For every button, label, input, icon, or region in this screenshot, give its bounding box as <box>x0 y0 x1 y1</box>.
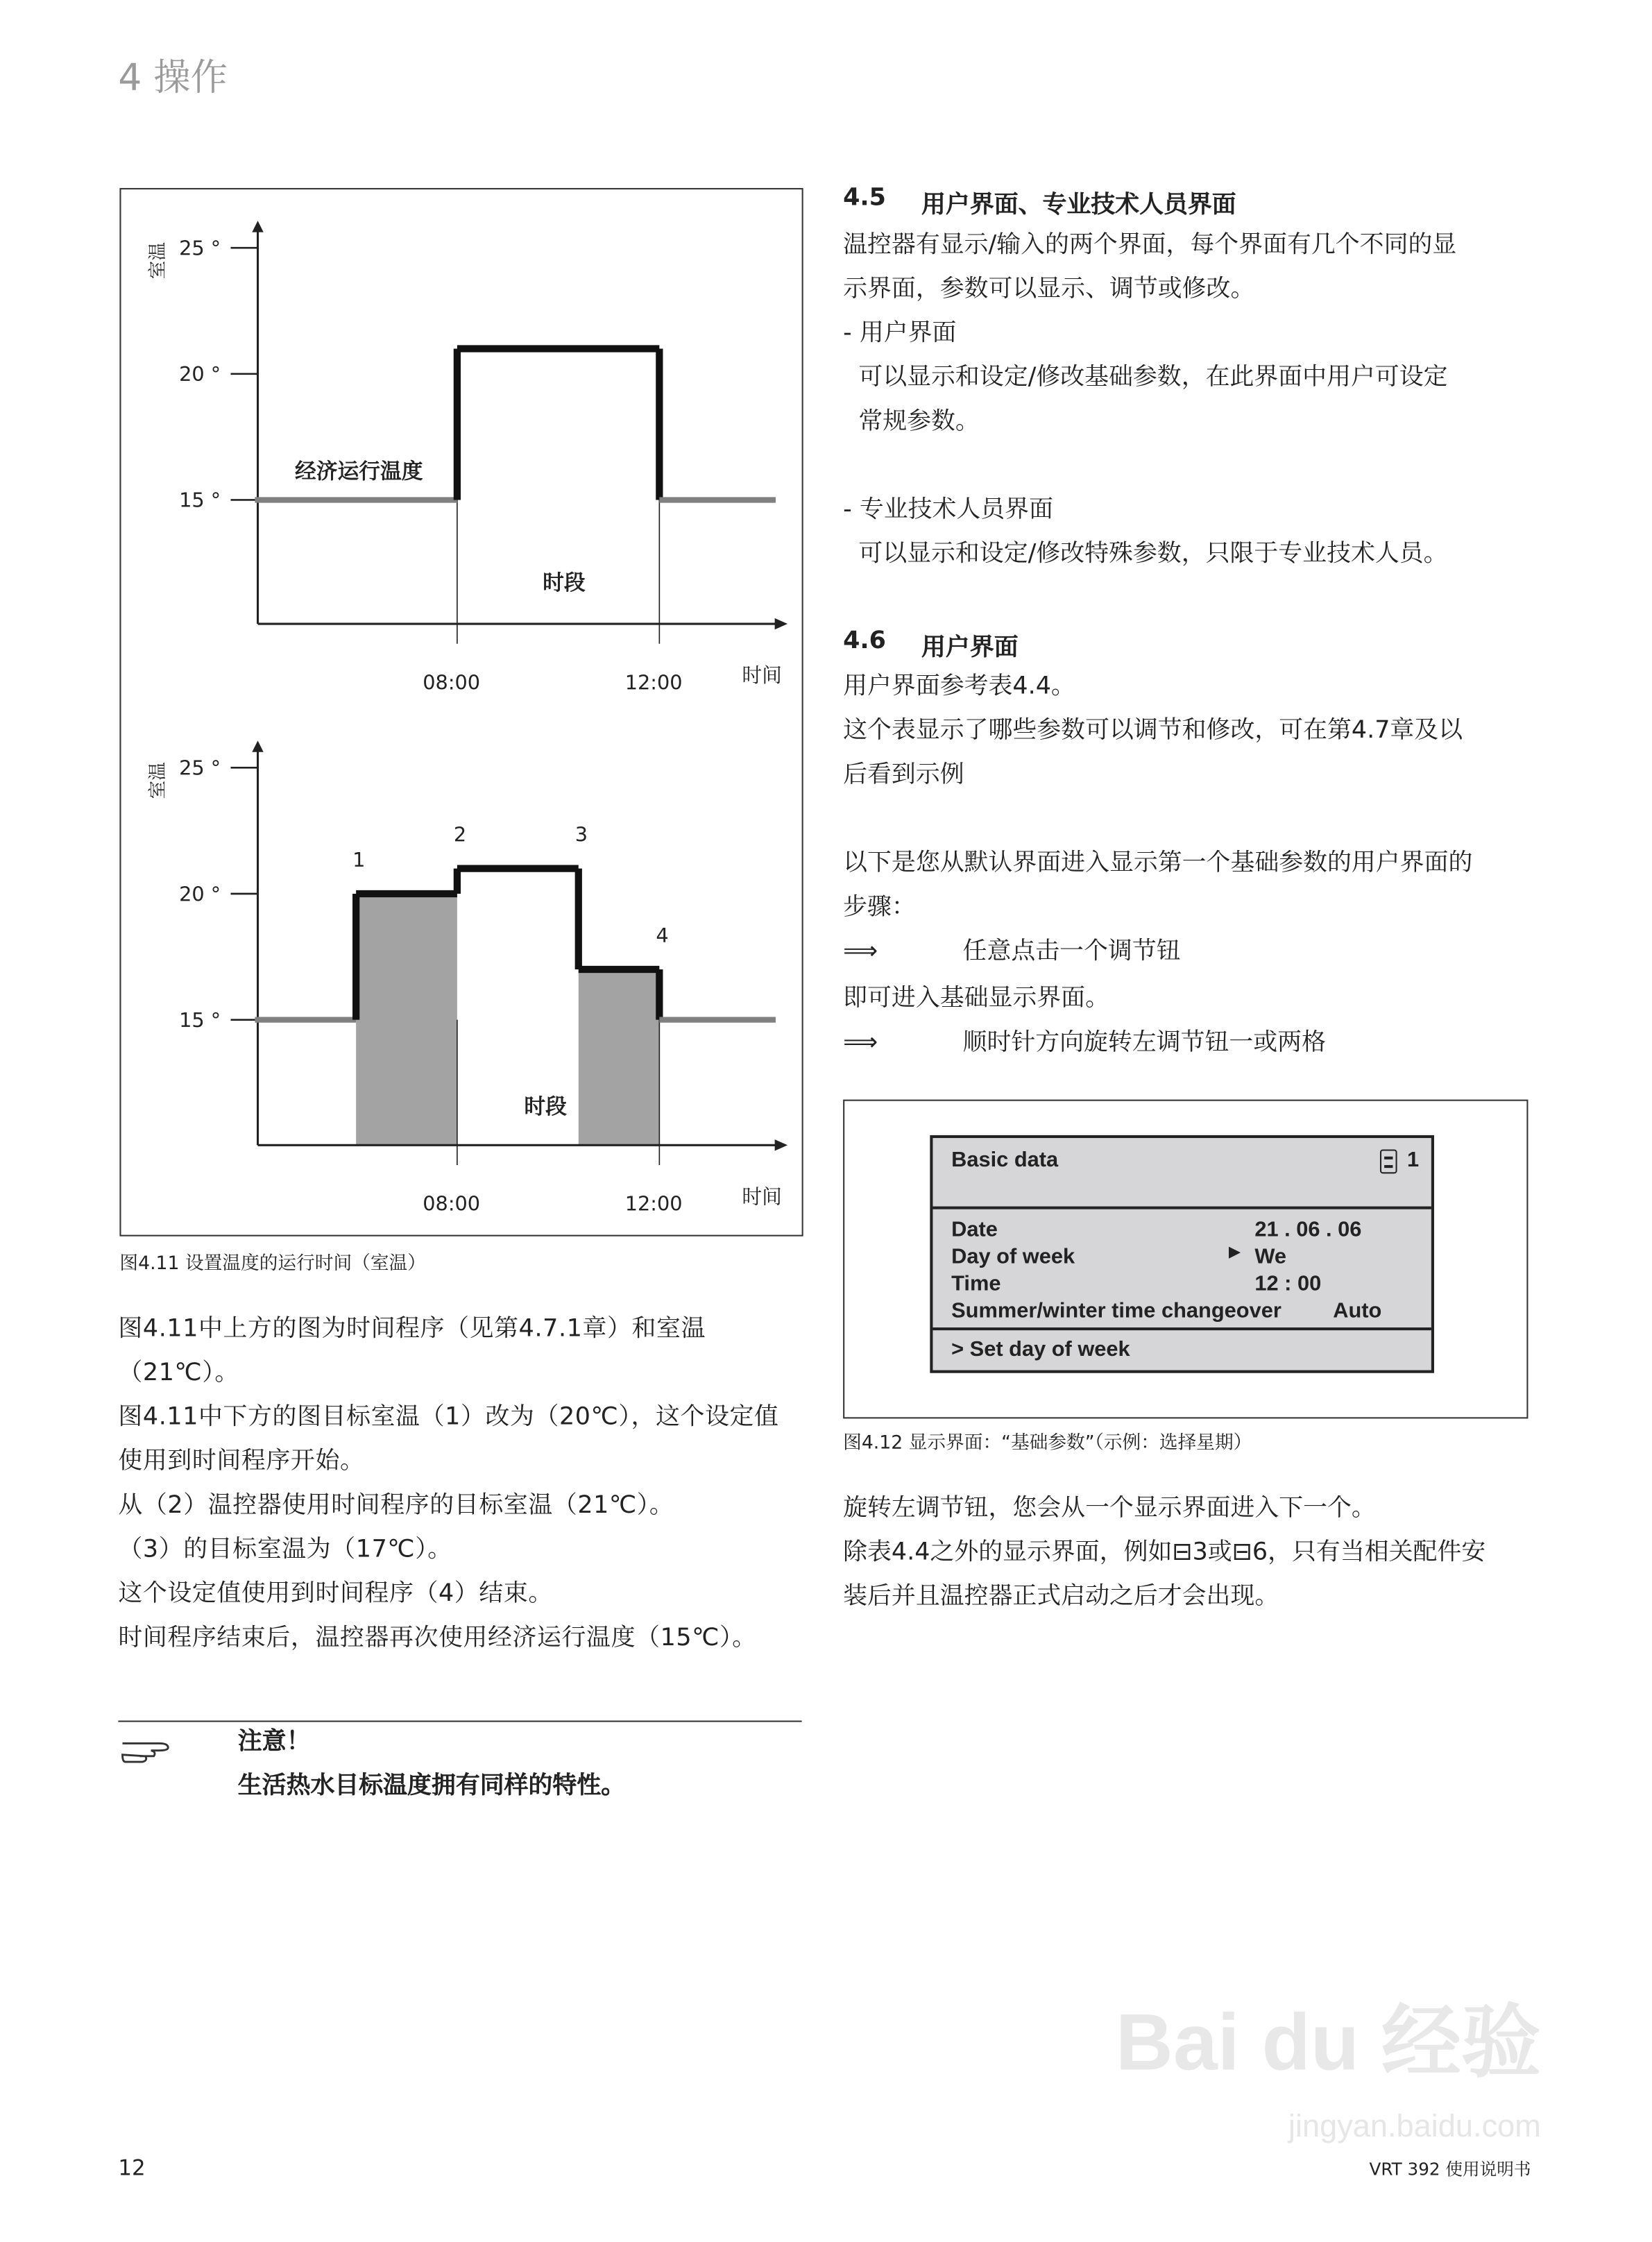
arrow-icon: ⟹ <box>843 937 878 966</box>
y-tick-label: 15 ° <box>179 488 221 512</box>
section-4-6-line: 步骤： <box>843 892 916 922</box>
section-4-5-text <box>843 223 1456 577</box>
baidu-watermark: Bai du 经验 <box>1115 1996 1541 2087</box>
period-label: 时段 <box>524 1094 567 1120</box>
marker-1: 1 <box>352 848 366 872</box>
cursor-triangle-icon: ▶ <box>1229 1244 1241 1261</box>
section-4-5-line: 常规参数。 <box>843 407 980 436</box>
page-number: 12 <box>118 2155 146 2181</box>
y-tick-label: 20 ° <box>179 362 221 387</box>
step-1-result: 即可进入基础显示界面。 <box>843 984 1109 1013</box>
y-axis-arrow-icon <box>252 221 263 232</box>
body-line: 使用到时间程序开始。 <box>118 1447 365 1476</box>
section-4-6-number: 4.6 <box>843 627 886 656</box>
summer-winter-value[interactable]: Auto <box>1333 1298 1382 1323</box>
display-divider <box>933 1327 1431 1330</box>
step-1-text: 任意点击一个调节钮 <box>962 937 1181 966</box>
period-label: 时段 <box>543 570 586 595</box>
section-4-5-line: 示界面，参数可以显示、调节或修改。 <box>843 275 1255 304</box>
marker-3: 3 <box>574 822 588 847</box>
section-4-5-title: 用户界面、专业技术人员界面 <box>921 191 1236 220</box>
x-axis-arrow-icon <box>775 618 787 629</box>
section-4-5-line: 温控器有显示/输入的两个界面，每个界面有几个不同的显 <box>843 230 1457 260</box>
date-value[interactable]: 21 . 06 . 06 <box>1254 1217 1362 1242</box>
note-title: 注意！ <box>237 1727 311 1756</box>
after-display-line: 旋转左调节钮，您会从一个显示界面进入下一个。 <box>843 1494 1376 1523</box>
body-line: 图4.11中上方的图为时间程序（见第4.7.1章）和室温 <box>118 1314 706 1343</box>
body-line: 这个设定值使用到时间程序（4）结束。 <box>118 1579 553 1608</box>
time-value[interactable]: 12 : 00 <box>1254 1271 1322 1296</box>
step-2-text: 顺时针方向旋转左调节钮一或两格 <box>962 1028 1326 1058</box>
display-labels <box>951 1216 1281 1325</box>
figure-4-11-charts <box>0 0 855 1253</box>
chapter-header: 4 操作 <box>118 57 228 100</box>
section-4-6-line: 用户界面参考表4.4。 <box>843 672 1075 701</box>
day-of-week-value[interactable]: We <box>1254 1244 1286 1269</box>
y-tick-label: 20 ° <box>179 882 221 906</box>
x-axis-label: 时间 <box>742 1184 782 1209</box>
body-line: 从（2）温控器使用时间程序的目标室温（21℃）。 <box>118 1491 674 1520</box>
note-divider <box>118 1721 801 1722</box>
section-4-5-line: 可以显示和设定/修改特殊参数，只限于专业技术人员。 <box>843 539 1448 568</box>
day-of-week-label: Day of week <box>951 1244 1075 1269</box>
section-4-6-title: 用户界面 <box>921 634 1019 663</box>
marker-4: 4 <box>656 924 669 947</box>
date-label: Date <box>951 1217 998 1242</box>
x-tick-label: 08:00 <box>423 1191 481 1216</box>
figure-4-11-caption: 图4.11 设置温度的运行时间（室温） <box>119 1253 426 1275</box>
body-line: 时间程序结束后，温控器再次使用经济运行温度（15℃）。 <box>118 1623 757 1653</box>
x-axis-arrow-icon <box>775 1139 787 1150</box>
display-title: Basic data <box>951 1148 1059 1173</box>
y-axis-arrow-icon <box>252 740 263 751</box>
shaded-period-2 <box>579 969 660 1145</box>
figure-4-12-caption: 图4.12 显示界面：“基础参数”（示例：选择星期） <box>843 1432 1252 1454</box>
y-tick-label: 25 ° <box>179 236 221 260</box>
section-4-6-line: 这个表显示了哪些参数可以调节和修改，可在第4.7章及以 <box>843 716 1463 745</box>
display-values <box>1254 1216 1361 1298</box>
body-line: （21℃）。 <box>118 1359 239 1388</box>
display-page-number: 1 <box>1406 1148 1420 1173</box>
set-day-of-week-action[interactable]: > Set day of week <box>951 1337 1130 1362</box>
section-4-5-line: - 专业技术人员界面 <box>843 495 1053 525</box>
time-label: Time <box>951 1271 1001 1296</box>
pointing-hand-icon <box>119 1732 179 1766</box>
body-line: （3）的目标室温为（17℃）。 <box>118 1535 452 1564</box>
menu-page-icon <box>1380 1149 1397 1173</box>
baidu-watermark-url: jingyan.baidu.com <box>1288 2107 1541 2144</box>
x-tick-label: 12:00 <box>624 1191 683 1216</box>
x-axis-label: 时间 <box>742 663 782 688</box>
shaded-period-1 <box>356 894 457 1145</box>
section-4-6-line: 后看到示例 <box>843 761 964 790</box>
note-text: 生活热水目标温度拥有同样的特性。 <box>237 1772 626 1801</box>
section-4-6-line <box>843 797 1472 842</box>
section-4-5-line: 可以显示和设定/修改基础参数，在此界面中用户可设定 <box>843 363 1448 392</box>
arrow-icon: ⟹ <box>843 1028 878 1058</box>
section-4-6-line: 以下是您从默认界面进入显示第一个基础参数的用户界面的 <box>843 849 1473 878</box>
section-4-5-number: 4.5 <box>843 183 886 212</box>
section-4-5-line: - 用户界面 <box>843 319 957 348</box>
display-divider <box>933 1207 1431 1209</box>
summer-winter-label: Summer/winter time changeover <box>951 1298 1281 1323</box>
after-display-line: 装后并且温控器正式启动之后才会出现。 <box>843 1582 1279 1611</box>
y-axis-label: 室温 <box>147 762 169 799</box>
document-title: VRT 392 使用说明书 <box>1369 2159 1531 2180</box>
section-4-6-text <box>843 665 1472 931</box>
y-tick-label: 25 ° <box>179 756 221 780</box>
display-screen <box>930 1135 1434 1373</box>
y-axis-label: 室温 <box>147 241 169 280</box>
left-body-text <box>118 1307 778 1661</box>
y-tick-label: 15 ° <box>179 1008 221 1032</box>
economy-label: 经济运行温度 <box>294 459 423 484</box>
section-4-5-line <box>843 444 1456 489</box>
x-tick-label: 08:00 <box>423 670 481 695</box>
marker-2: 2 <box>453 822 467 847</box>
after-display-text <box>843 1487 1485 1620</box>
body-line: 图4.11中下方的图目标室温（1）改为（20℃），这个设定值 <box>118 1402 779 1432</box>
after-display-line: 除表4.4之外的显示界面，例如⊟3或⊟6，只有当相关配件安 <box>843 1538 1486 1567</box>
x-tick-label: 12:00 <box>624 670 683 695</box>
